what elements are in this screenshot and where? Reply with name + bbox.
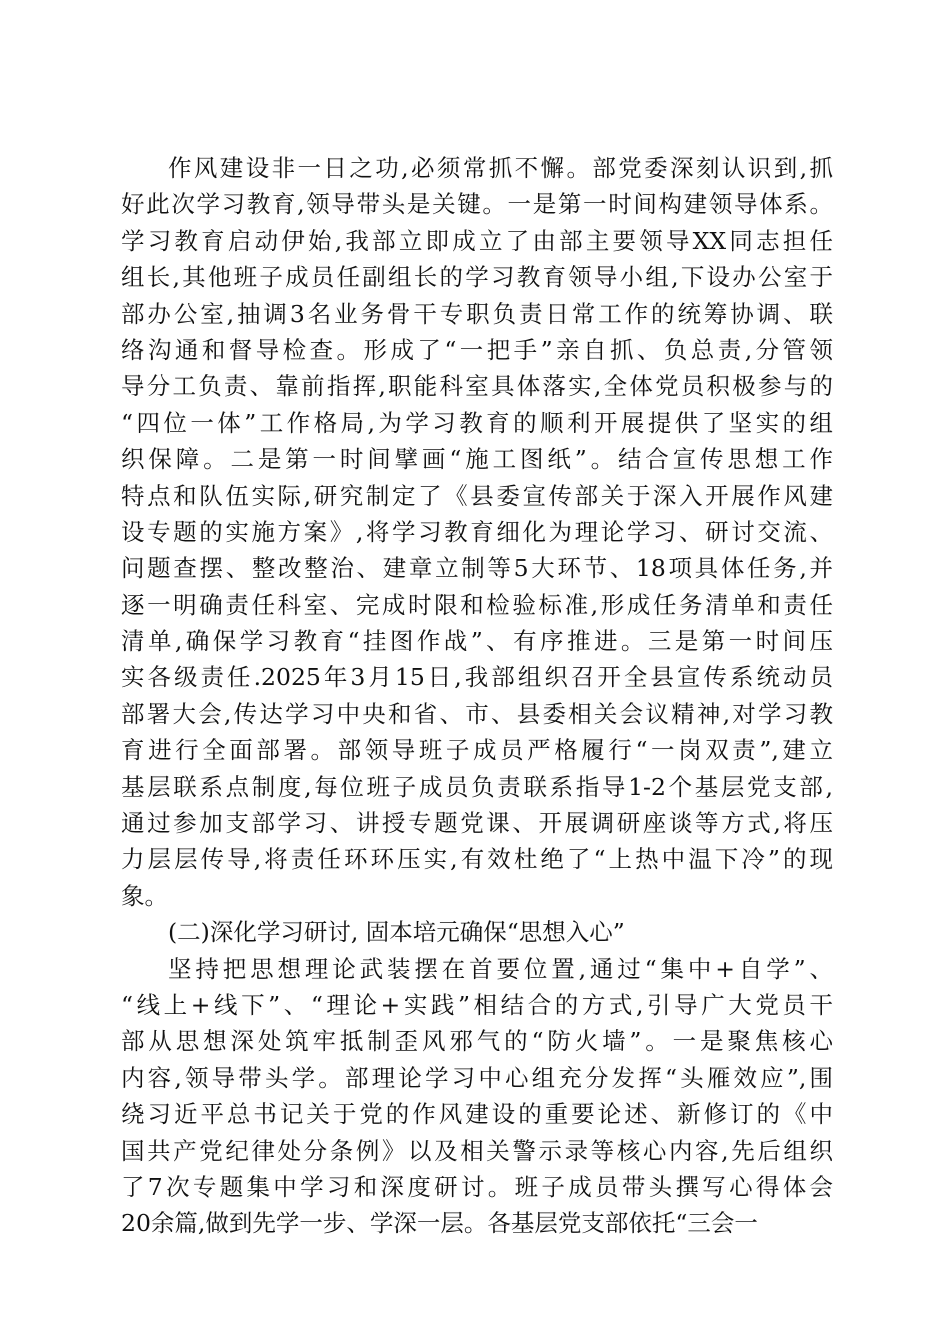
heading-line: (二)深化学习研讨, 固本培元确保“思想入心” [168,918,625,947]
text-line: 了7次专题集中学习和深度研讨。班子成员带头撰写心得体会 [121,1172,833,1201]
text-line: 特点和队伍实际,研究制定了《县委宣传部关于深入开展作风建 [121,481,833,510]
text-line: “线上+线下”、“理论+实践”相结合的方式,引导广大党员干 [121,990,833,1019]
text-line: 力层层传导,将责任环环压实,有效杜绝了“上热中温下冷”的现 [121,845,833,874]
text-line: 坚持把思想理论武装摆在首要位置,通过“集中+自学”、 [168,954,833,983]
document-body [121,150,833,1242]
section-heading [121,914,833,950]
text-line: 问题查摆、整改整治、建章立制等5大环节、18项具体任务,并 [121,554,833,583]
text-line: 好此次学习教育,领导带头是关键。一是第一时间构建领导体系。 [121,190,833,219]
text-line: 部署大会,传达学习中央和省、市、县委相关会议精神,对学习教 [121,699,833,728]
text-line: 设专题的实施方案》,将学习教育细化为理论学习、研讨交流、 [121,517,833,546]
text-line: 实各级责任.2025年3月15日,我部组织召开全县宣传系统动员 [121,663,833,692]
text-line: 内容,领导带头学。部理论学习中心组充分发挥“头雁效应”,围 [121,1063,833,1092]
text-line: 基层联系点制度,每位班子成员负责联系指导1-2个基层党支部, [121,772,833,801]
text-line: 育进行全面部署。部领导班子成员严格履行“一岗双责”,建立 [121,736,833,765]
text-line: 象。 [121,881,168,910]
text-line: 部办公室,抽调3名业务骨干专职负责日常工作的统筹协调、联 [121,299,833,328]
text-line: “四位一体”工作格局,为学习教育的顺利开展提供了坚实的组 [121,408,833,437]
text-line: 绕习近平总书记关于党的作风建设的重要论述、新修订的《中 [121,1100,833,1129]
document-page [121,150,833,1242]
text-line: 部从思想深处筑牢抵制歪风邪气的“防火墙”。一是聚焦核心 [121,1027,833,1056]
text-line: 织保障。二是第一时间擘画“施工图纸”。结合宣传思想工作 [121,445,833,474]
text-line: 络沟通和督导检查。形成了“一把手”亲自抓、负总责,分管领 [121,335,833,364]
text-line: 20余篇,做到先学一步、学深一层。各基层党支部依托“三会一 [121,1209,758,1238]
text-line: 通过参加支部学习、讲授专题党课、开展调研座谈等方式,将压 [121,809,833,838]
text-line: 逐一明确责任科室、完成时限和检验标准,形成任务清单和责任 [121,590,833,619]
text-line: 作风建设非一日之功,必须常抓不懈。部党委深刻认识到,抓 [168,154,833,182]
text-line: 导分工负责、靠前指挥,职能科室具体落实,全体党员积极参与的 [121,372,833,401]
text-line: 清单,确保学习教育“挂图作战”、有序推进。三是第一时间压 [121,627,833,656]
body-paragraph [121,951,833,1242]
body-paragraph [121,150,833,914]
text-line: 组长,其他班子成员任副组长的学习教育领导小组,下设办公室于 [121,263,833,292]
text-line: 国共产党纪律处分条例》以及相关警示录等核心内容,先后组织 [121,1136,833,1165]
text-line: 学习教育启动伊始,我部立即成立了由部主要领导XX同志担任 [121,226,833,255]
